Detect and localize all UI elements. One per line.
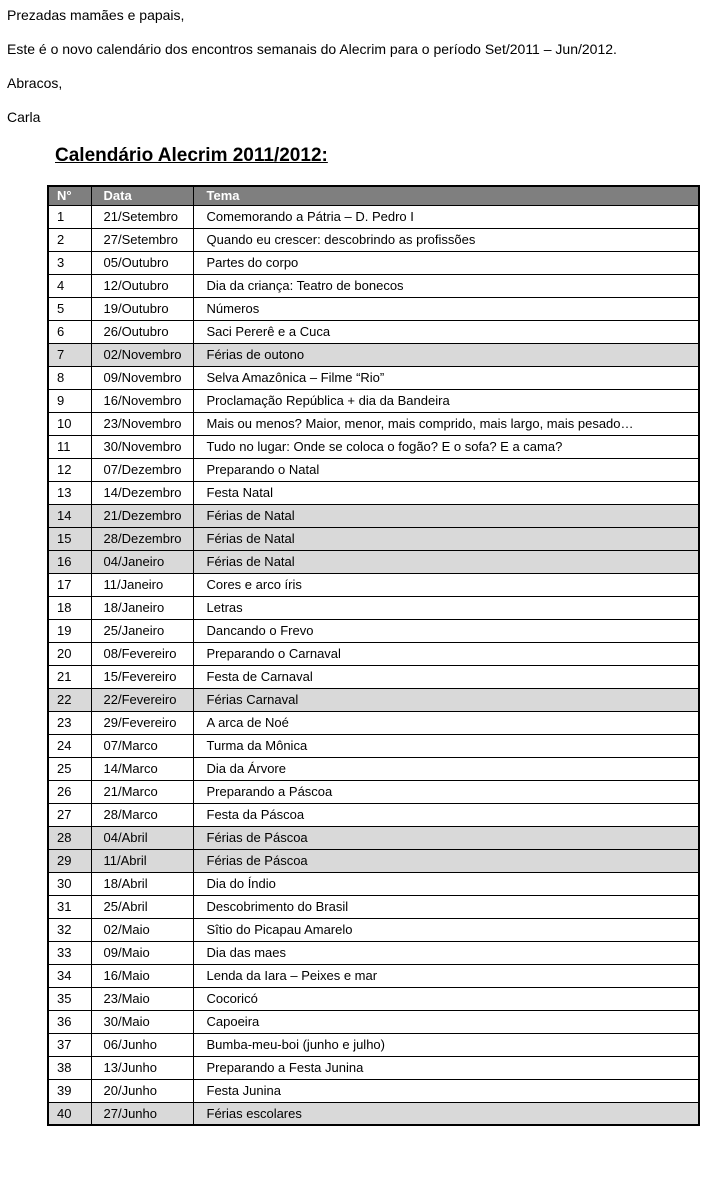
cell-date: 27/Setembro: [91, 228, 193, 251]
intro-body: Este é o novo calendário dos encontros semanais do Alecrim para o período Set/2011 – Jun/2012.: [7, 41, 617, 57]
cell-date: 19/Outubro: [91, 297, 193, 320]
cell-date: 28/Dezembro: [91, 527, 193, 550]
table-row: [48, 596, 699, 619]
cell-theme: Saci Pererê e a Cuca: [193, 320, 699, 343]
cell-theme: Preparando a Páscoa: [193, 780, 699, 803]
cell-theme: Férias de Natal: [193, 504, 699, 527]
table-row: [48, 458, 699, 481]
cell-number: 37: [48, 1033, 91, 1056]
cell-date: 23/Maio: [91, 987, 193, 1010]
cell-number: 29: [48, 849, 91, 872]
cell-date: 26/Outubro: [91, 320, 193, 343]
cell-number: 14: [48, 504, 91, 527]
cell-number: 22: [48, 688, 91, 711]
cell-theme: Mais ou menos? Maior, menor, mais comprido, mais largo, mais pesado…: [193, 412, 699, 435]
cell-number: 10: [48, 412, 91, 435]
cell-number: 25: [48, 757, 91, 780]
cell-date: 30/Maio: [91, 1010, 193, 1033]
table-row: [48, 274, 699, 297]
cell-theme: Férias de Páscoa: [193, 826, 699, 849]
cell-number: 1: [48, 205, 91, 228]
cell-number: 13: [48, 481, 91, 504]
cell-number: 16: [48, 550, 91, 573]
table-row: [48, 803, 699, 826]
cell-date: 07/Marco: [91, 734, 193, 757]
cell-date: 09/Maio: [91, 941, 193, 964]
table-row: [48, 987, 699, 1010]
cell-theme: Turma da Mônica: [193, 734, 699, 757]
table-row: [48, 665, 699, 688]
table-row: [48, 481, 699, 504]
cell-date: 29/Fevereiro: [91, 711, 193, 734]
table-row: [48, 228, 699, 251]
cell-theme: Festa da Páscoa: [193, 803, 699, 826]
page-title: Calendário Alecrim 2011/2012:: [55, 145, 328, 166]
cell-theme: Descobrimento do Brasil: [193, 895, 699, 918]
table-row: [48, 366, 699, 389]
cell-theme: Festa Junina: [193, 1079, 699, 1102]
cell-date: 09/Novembro: [91, 366, 193, 389]
cell-date: 21/Dezembro: [91, 504, 193, 527]
cell-theme: Quando eu crescer: descobrindo as profissões: [193, 228, 699, 251]
calendar-table-body: [48, 205, 699, 1125]
cell-date: 15/Fevereiro: [91, 665, 193, 688]
table-row: [48, 918, 699, 941]
cell-number: 15: [48, 527, 91, 550]
cell-date: 30/Novembro: [91, 435, 193, 458]
table-row: [48, 780, 699, 803]
cell-theme: Férias escolares: [193, 1102, 699, 1125]
table-row: [48, 872, 699, 895]
table-row: [48, 964, 699, 987]
cell-number: 40: [48, 1102, 91, 1125]
cell-theme: Sîtio do Picapau Amarelo: [193, 918, 699, 941]
column-header-theme: Tema: [193, 186, 699, 205]
table-row: [48, 826, 699, 849]
cell-theme: Dia do Índio: [193, 872, 699, 895]
table-row: [48, 1079, 699, 1102]
cell-number: 31: [48, 895, 91, 918]
cell-number: 20: [48, 642, 91, 665]
table-row: [48, 757, 699, 780]
cell-date: 16/Maio: [91, 964, 193, 987]
cell-number: 7: [48, 343, 91, 366]
table-row: [48, 941, 699, 964]
cell-date: 22/Fevereiro: [91, 688, 193, 711]
cell-theme: Dia das maes: [193, 941, 699, 964]
calendar-table: [47, 185, 700, 1126]
table-row: [48, 550, 699, 573]
table-row: [48, 619, 699, 642]
table-row: [48, 688, 699, 711]
cell-theme: Férias de outono: [193, 343, 699, 366]
cell-theme: Dancando o Frevo: [193, 619, 699, 642]
cell-theme: Letras: [193, 596, 699, 619]
cell-theme: Proclamação República + dia da Bandeira: [193, 389, 699, 412]
cell-date: 21/Setembro: [91, 205, 193, 228]
cell-date: 21/Marco: [91, 780, 193, 803]
intro-salutation: Prezadas mamães e papais,: [7, 7, 185, 23]
cell-theme: Selva Amazônica – Filme “Rio”: [193, 366, 699, 389]
cell-number: 17: [48, 573, 91, 596]
table-row: [48, 435, 699, 458]
cell-theme: Preparando o Carnaval: [193, 642, 699, 665]
header-row: [48, 186, 699, 205]
cell-theme: Dia da Árvore: [193, 757, 699, 780]
table-row: [48, 734, 699, 757]
cell-date: 12/Outubro: [91, 274, 193, 297]
table-row: [48, 711, 699, 734]
cell-date: 14/Marco: [91, 757, 193, 780]
cell-number: 18: [48, 596, 91, 619]
intro-signature: Carla: [7, 109, 41, 125]
table-row: [48, 527, 699, 550]
cell-date: 27/Junho: [91, 1102, 193, 1125]
cell-date: 07/Dezembro: [91, 458, 193, 481]
cell-theme: Festa de Carnaval: [193, 665, 699, 688]
cell-theme: Tudo no lugar: Onde se coloca o fogão? E o sofa? E a cama?: [193, 435, 699, 458]
cell-theme: Festa Natal: [193, 481, 699, 504]
cell-date: 13/Junho: [91, 1056, 193, 1079]
cell-theme: Cores e arco íris: [193, 573, 699, 596]
cell-number: 28: [48, 826, 91, 849]
cell-number: 5: [48, 297, 91, 320]
table-row: [48, 504, 699, 527]
cell-date: 02/Maio: [91, 918, 193, 941]
cell-date: 06/Junho: [91, 1033, 193, 1056]
cell-theme: Férias Carnaval: [193, 688, 699, 711]
table-row: [48, 297, 699, 320]
cell-number: 33: [48, 941, 91, 964]
cell-number: 36: [48, 1010, 91, 1033]
cell-theme: Férias de Natal: [193, 550, 699, 573]
table-row: [48, 573, 699, 596]
cell-number: 12: [48, 458, 91, 481]
cell-theme: A arca de Noé: [193, 711, 699, 734]
letter-intro: [0, 0, 710, 124]
cell-theme: Comemorando a Pátria – D. Pedro I: [193, 205, 699, 228]
cell-number: 34: [48, 964, 91, 987]
cell-date: 20/Junho: [91, 1079, 193, 1102]
cell-number: 4: [48, 274, 91, 297]
cell-date: 28/Marco: [91, 803, 193, 826]
cell-theme: Partes do corpo: [193, 251, 699, 274]
cell-date: 04/Abril: [91, 826, 193, 849]
table-row: [48, 320, 699, 343]
cell-date: 18/Janeiro: [91, 596, 193, 619]
cell-theme: Férias de Páscoa: [193, 849, 699, 872]
cell-theme: Preparando o Natal: [193, 458, 699, 481]
cell-date: 16/Novembro: [91, 389, 193, 412]
cell-number: 26: [48, 780, 91, 803]
cell-date: 11/Abril: [91, 849, 193, 872]
table-row: [48, 251, 699, 274]
cell-number: 30: [48, 872, 91, 895]
cell-date: 23/Novembro: [91, 412, 193, 435]
cell-date: 25/Abril: [91, 895, 193, 918]
cell-date: 14/Dezembro: [91, 481, 193, 504]
cell-theme: Preparando a Festa Junina: [193, 1056, 699, 1079]
table-row: [48, 1056, 699, 1079]
cell-theme: Números: [193, 297, 699, 320]
cell-theme: Bumba-meu-boi (junho e julho): [193, 1033, 699, 1056]
table-row: [48, 343, 699, 366]
cell-theme: Cocoricó: [193, 987, 699, 1010]
cell-number: 24: [48, 734, 91, 757]
table-row: [48, 895, 699, 918]
cell-date: 04/Janeiro: [91, 550, 193, 573]
cell-theme: Férias de Natal: [193, 527, 699, 550]
table-row: [48, 412, 699, 435]
column-header-number: N°: [48, 186, 91, 205]
cell-date: 11/Janeiro: [91, 573, 193, 596]
cell-number: 21: [48, 665, 91, 688]
cell-date: 25/Janeiro: [91, 619, 193, 642]
table-row: [48, 205, 699, 228]
cell-date: 02/Novembro: [91, 343, 193, 366]
cell-number: 6: [48, 320, 91, 343]
cell-number: 38: [48, 1056, 91, 1079]
cell-number: 3: [48, 251, 91, 274]
table-row: [48, 1033, 699, 1056]
cell-number: 23: [48, 711, 91, 734]
cell-theme: Capoeira: [193, 1010, 699, 1033]
column-header-date: Data: [91, 186, 193, 205]
intro-closing: Abracos,: [7, 75, 63, 91]
cell-date: 08/Fevereiro: [91, 642, 193, 665]
cell-number: 9: [48, 389, 91, 412]
table-row: [48, 1102, 699, 1125]
cell-date: 05/Outubro: [91, 251, 193, 274]
table-row: [48, 849, 699, 872]
cell-number: 32: [48, 918, 91, 941]
cell-date: 18/Abril: [91, 872, 193, 895]
table-row: [48, 1010, 699, 1033]
cell-number: 11: [48, 435, 91, 458]
cell-number: 35: [48, 987, 91, 1010]
cell-number: 19: [48, 619, 91, 642]
table-row: [48, 389, 699, 412]
table-row: [48, 642, 699, 665]
calendar-table-head: [48, 186, 699, 205]
cell-theme: Lenda da Iara – Peixes e mar: [193, 964, 699, 987]
cell-theme: Dia da criança: Teatro de bonecos: [193, 274, 699, 297]
cell-number: 8: [48, 366, 91, 389]
cell-number: 27: [48, 803, 91, 826]
cell-number: 39: [48, 1079, 91, 1102]
cell-number: 2: [48, 228, 91, 251]
